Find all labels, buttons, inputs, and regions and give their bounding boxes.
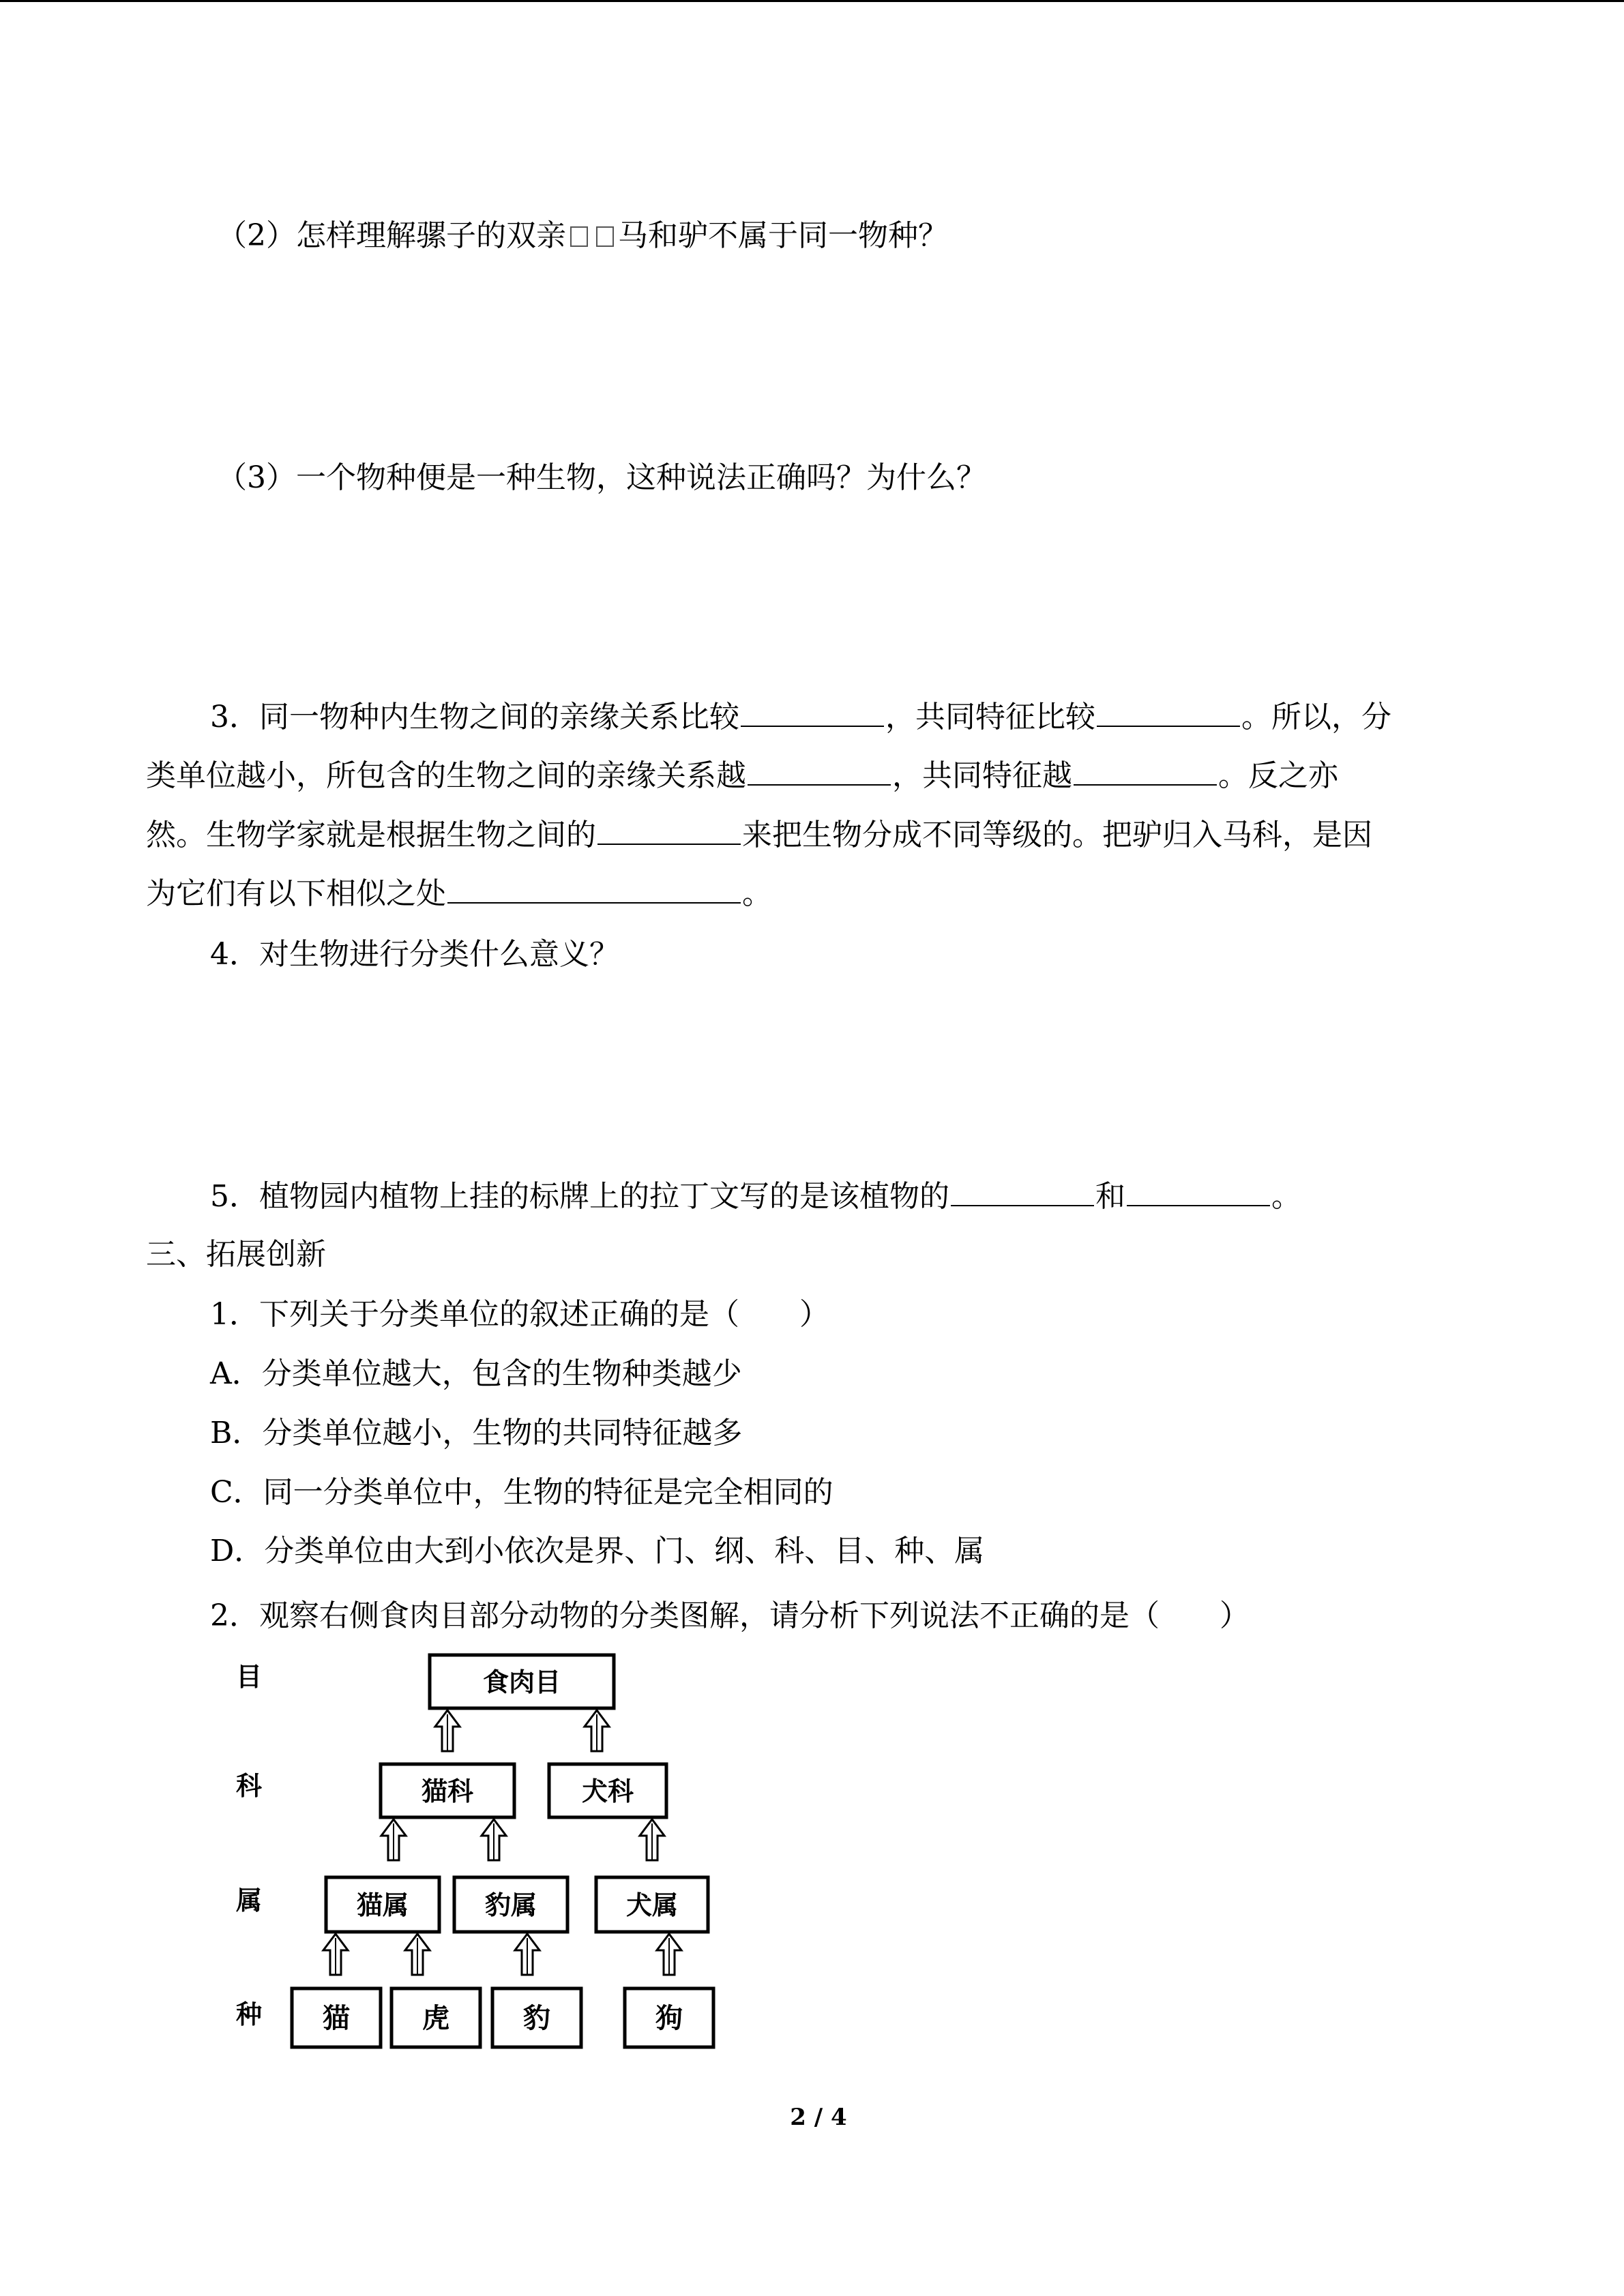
- mc1-question: 1．下列关于分类单位的叙述正确的是（ ）: [210, 1297, 829, 1332]
- item-3-line-2: 类单位越小，所包含的生物之间的亲缘关系越 ，共同特征越 。反之亦: [146, 754, 1338, 795]
- species-label-leopard: 豹: [523, 2003, 550, 2034]
- arrow-up-icon: [435, 1710, 460, 1751]
- mc2-question: 2．观察右侧食肉目部分动物的分类图解，请分析下列说法不正确的是（ ）: [210, 1598, 1250, 1633]
- answer-blank[interactable]: [447, 872, 741, 904]
- rank-label-genus: 属: [236, 1885, 263, 1915]
- mc1-option-c: C．同一分类单位中，生物的特征是完全相同的: [210, 1475, 833, 1510]
- answer-blank[interactable]: [951, 1175, 1094, 1206]
- answer-blank[interactable]: [748, 754, 891, 786]
- order-label: 食肉目: [482, 1667, 561, 1697]
- species-label-tiger: 虎: [422, 2003, 449, 2034]
- rank-label-family: 科: [236, 1771, 263, 1801]
- section-3-title: 三、拓展创新: [146, 1237, 326, 1272]
- arrow-up-icon: [585, 1710, 609, 1751]
- arrow-up-icon: [640, 1819, 664, 1860]
- answer-blank[interactable]: [1074, 754, 1217, 786]
- mc1-option-b: B．分类单位越小，生物的共同特征越多: [210, 1416, 743, 1450]
- question-3: （3）一个物种便是一种生物，这种说法正确吗？为什么？: [217, 460, 986, 495]
- arrow-up-icon: [405, 1934, 430, 1975]
- page-number: 2 / 4: [790, 2104, 847, 2131]
- mc1-option-a: A．分类单位越大，包含的生物种类越少: [210, 1356, 742, 1391]
- item-3-line-3: 然。生物学家就是根据生物之间的 来把生物分成不同等级的。把驴归入马科，是因: [146, 814, 1372, 854]
- arrow-up-icon: [515, 1934, 540, 1975]
- item-5: 5．植物园内植物上挂的标牌上的拉丁文写的是该植物的 和 。: [210, 1175, 1301, 1216]
- missing-glyph-box: [596, 226, 614, 247]
- species-label-cat: 猫: [323, 2003, 350, 2034]
- genus-label-canis: 犬属: [625, 1890, 679, 1920]
- top-border: [0, 0, 1624, 2]
- answer-blank[interactable]: [741, 696, 884, 727]
- rank-label-species: 种: [236, 1999, 263, 2029]
- genus-label-panthera: 豹属: [484, 1890, 537, 1920]
- rank-label-order: 目: [236, 1662, 263, 1692]
- answer-blank[interactable]: [1097, 696, 1240, 727]
- family-label-canidae: 犬科: [581, 1776, 634, 1806]
- arrow-up-icon: [482, 1819, 506, 1860]
- mc1-option-d: D．分类单位由大到小依次是界、门、纲、科、目、种、属: [210, 1534, 985, 1568]
- answer-blank[interactable]: [597, 814, 741, 845]
- item-3-line-1: 3．同一物种内生物之间的亲缘关系比较 ，共同特征比较 。所以，分: [210, 696, 1391, 736]
- arrow-up-icon: [323, 1934, 348, 1975]
- arrow-up-icon: [657, 1934, 681, 1975]
- item-4: 4．对生物进行分类什么意义？: [210, 937, 619, 972]
- missing-glyph-box: [570, 226, 588, 247]
- genus-label-felis: 猫属: [356, 1890, 409, 1920]
- family-label-felidae: 猫科: [421, 1776, 474, 1806]
- species-label-dog: 狗: [655, 2003, 683, 2034]
- answer-blank[interactable]: [1127, 1175, 1270, 1206]
- item-3-line-4: 为它们有以下相似之处 。: [146, 872, 772, 913]
- arrow-up-icon: [381, 1819, 406, 1860]
- question-2: （2）怎样理解骡子的双亲 马和驴不属于同一物种？: [217, 218, 948, 253]
- taxonomy-diagram: [218, 1643, 737, 2066]
